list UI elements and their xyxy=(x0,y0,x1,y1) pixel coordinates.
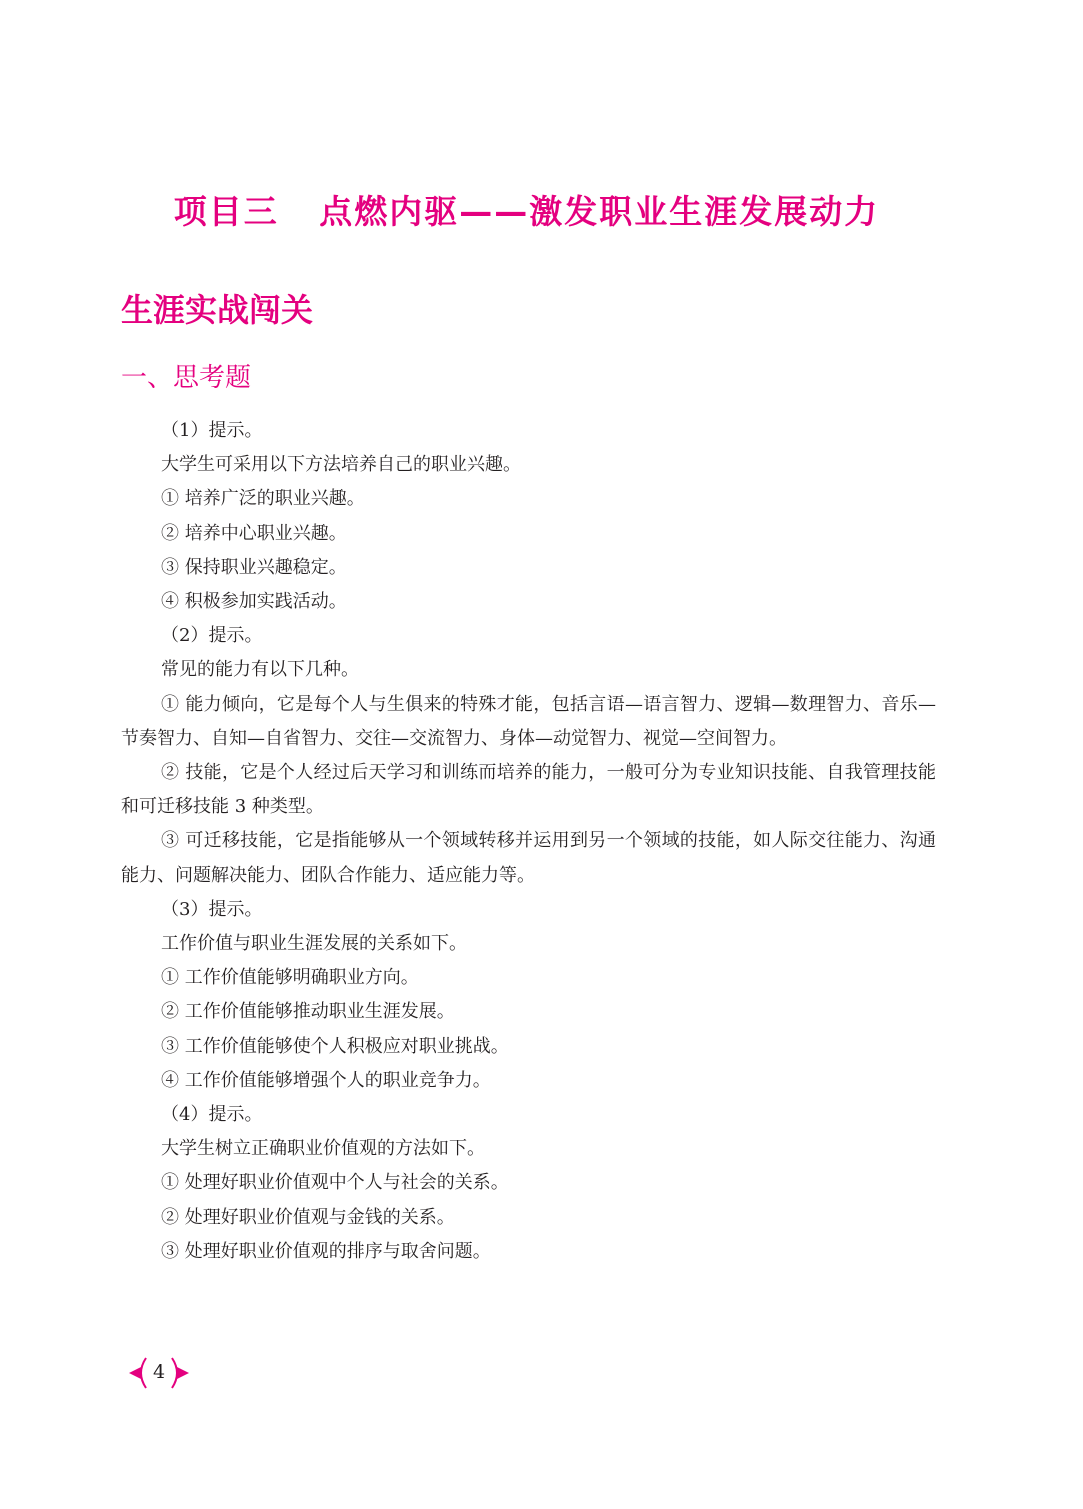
list-item: ① 工作价值能够明确职业方向。 xyxy=(161,967,419,989)
page-number-badge xyxy=(124,1352,194,1394)
chapter-title: 项目三 点燃内驱——激发职业生涯发展动力 xyxy=(173,192,880,231)
list-item: ③ 保持职业兴趣稳定。 xyxy=(161,556,347,578)
paragraph: （1）提示。 xyxy=(161,420,263,441)
subsection-title: 一、思考题 xyxy=(121,363,252,393)
paragraph: 大学生可采用以下方法培养自己的职业兴趣。 xyxy=(161,454,521,476)
list-item: ④ 工作价值能够增强个人的职业竞争力。 xyxy=(161,1069,491,1091)
paragraph: 工作价值与职业生涯发展的关系如下。 xyxy=(161,933,467,955)
list-item: ① 能力倾向，它是每个人与生俱来的特殊才能，包括言语—语言智力、逻辑—数理智力、音乐—节奏智力、自知—自省智力、交往—交流智力、身体—动觉智力、视觉—空间智力。 xyxy=(121,693,936,749)
list-item: ② 工作价值能够推动职业生涯发展。 xyxy=(161,1001,455,1023)
body-text xyxy=(121,414,936,1269)
list-item: ③ 处理好职业价值观的排序与取舍问题。 xyxy=(161,1240,491,1262)
section-title: 生涯实战闯关 xyxy=(121,291,314,329)
paragraph: （4）提示。 xyxy=(161,1104,263,1126)
paragraph: 大学生树立正确职业价值观的方法如下。 xyxy=(161,1138,485,1160)
list-item: ④ 积极参加实践活动。 xyxy=(161,591,347,613)
list-item: ② 培养中心职业兴趣。 xyxy=(161,522,347,544)
paragraph: 常见的能力有以下几种。 xyxy=(161,659,359,681)
paragraph: （3）提示。 xyxy=(161,898,263,920)
list-item: ② 处理好职业价值观与金钱的关系。 xyxy=(161,1206,455,1228)
list-item: ③ 可迁移技能，它是指能够从一个领域转移并运用到另一个领域的技能，如人际交往能力、沟通能力、问题解决能力、团队合作能力、适应能力等。 xyxy=(121,830,936,886)
list-item: ① 培养广泛的职业兴趣。 xyxy=(161,488,365,510)
page-number: 4 xyxy=(152,1361,166,1383)
paragraph: （2）提示。 xyxy=(161,625,263,647)
list-item: ③ 工作价值能够使个人积极应对职业挑战。 xyxy=(161,1035,509,1057)
list-item: ① 处理好职业价值观中个人与社会的关系。 xyxy=(161,1172,509,1194)
list-item: ② 技能，它是个人经过后天学习和训练而培养的能力，一般可分为专业知识技能、自我管理技能和可迁移技能 3 种类型。 xyxy=(121,762,936,818)
